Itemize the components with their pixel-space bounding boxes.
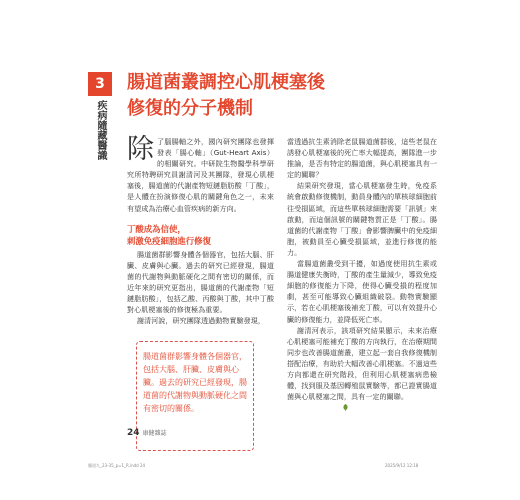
page-folio [127, 428, 167, 438]
subheading-line2: 刺激免疫細胞進行修復 [127, 235, 211, 246]
body-paragraph: 當透過抗生素消除老鼠腸道菌群後，這些老鼠在誘發心肌梗塞後的死亡率大幅提高，團隊進一步推論，是否有特定的腸道菌，與心肌梗塞具有一定的關聯？ [287, 137, 437, 180]
body-paragraph: 腸道菌群影響身體各個器官，包括大腦、肝臟、皮膚與心臟。過去的研究已經發現，腸道菌的代謝物與動脈硬化之間有密切的關係，而近年來的研究更指出，腸道菌的代謝產物「短鏈脂肪酸」，包括乙酸、丙酸與丁酸，其中丁酸對心肌梗塞後的修復極為重要。 [127, 249, 274, 315]
article-title [127, 70, 367, 122]
body-paragraph: 謝清河說，研究團隊透過動物實驗發現， [136, 316, 265, 326]
publication-name: 康健雜誌 [142, 430, 167, 437]
intro-paragraph [127, 136, 274, 214]
body-column-right [287, 136, 437, 402]
page-number: 24 [127, 428, 140, 438]
pull-quote-text: 腸道菌群影響身體各個器官，包括大腦、肝臟、皮膚與心臟。過去的研究已經發現，腸道菌的代謝物與動脈硬化之間有密切的關係。 [143, 352, 247, 413]
article-title-line2: 修復的分子機制 [127, 98, 253, 119]
body-column-left [127, 136, 274, 326]
body-paragraph: 當腸道菌叢受到干擾，如過度使用抗生素或腸道健康失衡時，丁酸的產生量減少，導致免疫細胞的修復能力下降，使得心臟受損的程度加劇，甚至可能導致心臟組織破裂。動物實驗顯示，若在心肌梗塞後補充丁酸，可以有效提升心臟的修復能力，並降低死亡率。 [287, 259, 437, 324]
chapter-vertical-label: 疾病隨藏醫識 [95, 100, 106, 160]
section-subheading [127, 223, 274, 247]
leaf-end-mark-icon [342, 404, 349, 411]
print-slug-date: 2025/9/12 12:18 [385, 463, 419, 468]
subheading-line1: 丁酸成為信使， [127, 223, 186, 234]
intro-paragraph-text: 了腦腸軸之外，國內研究團隊也發揮發表「腸心軸」（Gut-Heart Axis）的相關研究。中研院生物醫學科學研究所特聘研究員謝清河及其團隊，發現心肌梗塞後，腸道菌的代謝產物短鏈脂肪酸「丁酸」，是人體在扮演修復心肌的關鍵角色之一，未來有望成為治療心血管疾病的新方向。 [127, 137, 274, 213]
drop-cap: 除 [127, 134, 155, 165]
body-paragraph: 結果研究發現，當心肌梗塞發生時，免疫系統會啟動修復機制，動員身體內的單核球細胞前往受損區域，而這些單核球細胞需要「訊號」來啟動，而這個訊號的關鍵物質正是「丁酸」。腸道菌的代謝產物「丁酸」會影響脾臟中的免疫細胞，被動員至心臟受損區域，並進行修復的能力。 [287, 181, 437, 257]
article-title-line1: 腸道菌叢調控心肌梗塞後 [127, 72, 325, 93]
body-paragraph: 謝清河表示，該項研究結果顯示，未來治療心肌梗塞可能補充丁酸的方向執行，在治療期間同步也改善腸道菌叢，建立起一套自我修復機制搭配治療，有助於大幅改善心肌梗塞。不過這些方向都還在研究階段，但利用心肌梗塞病患檢體，找到服及基因轉殖鼠實驗等，都已證實腸道菌與心肌梗塞之間，具有一定的關聯。 [287, 325, 437, 402]
chapter-number-badge: 3 [88, 72, 112, 96]
print-slug-file: 腸道九_23-35_p=1_R.indd 24 [88, 463, 146, 468]
